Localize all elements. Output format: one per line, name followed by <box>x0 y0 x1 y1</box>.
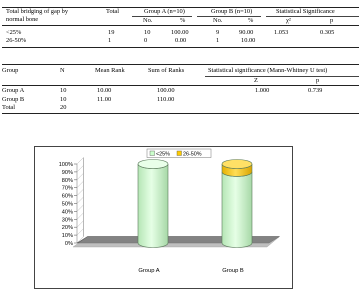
y-tick-label: 30% <box>61 217 73 224</box>
bar-top-cap-group-b <box>222 160 252 169</box>
gridline-side <box>77 173 84 180</box>
gridline-side <box>77 213 84 220</box>
y-tick-label: 70% <box>61 185 73 192</box>
y-tick-label: 0% <box>64 241 73 247</box>
table-1-header-rule <box>2 25 359 26</box>
y-tick-label: 100% <box>58 162 73 168</box>
table-1-bottom-rule <box>2 47 359 48</box>
legend-label: 26-50% <box>183 151 202 158</box>
table-2-header-group: Group <box>2 67 19 74</box>
x-axis-label: Group A <box>138 268 160 274</box>
table-1-stat-rule <box>266 16 359 17</box>
x-axis-labels <box>138 268 244 274</box>
table-2-row-sum-ranks: 110.00 <box>157 96 175 103</box>
table-2-header-mean-rank: Mean Rank <box>95 67 125 74</box>
gridline-side <box>77 221 84 228</box>
table-2-row-mean-rank: 11.00 <box>97 96 112 103</box>
table-2-row-z: 1.000 <box>255 87 270 94</box>
table-1-row-label: 26-50% <box>6 37 27 44</box>
table-1-row-p: 0.305 <box>320 29 335 36</box>
table-2-sub-p: p <box>316 77 320 84</box>
bar-lt25-group-a <box>138 164 168 248</box>
table-2-header-rule <box>2 85 359 86</box>
table-2-header-n: N <box>60 67 65 74</box>
table-1-row-a-no: 10 <box>144 29 151 36</box>
chart-marks <box>138 160 252 248</box>
table-2-row-n: 10 <box>60 87 67 94</box>
y-axis-ticks <box>59 162 77 247</box>
table-1-sub-no-a: No. <box>143 17 153 24</box>
table-1-header-group-a: Group A (n=10) <box>144 8 185 15</box>
y-tick-label: 40% <box>61 209 73 216</box>
table-1-row-b-pct: 10.00 <box>241 37 256 44</box>
table-1-header-total: Total <box>106 8 120 15</box>
table-1-sub-pct-a: % <box>180 17 186 24</box>
chart <box>35 147 292 288</box>
table-2-sub-z: Z <box>254 77 258 84</box>
table-2-row-p: 0.739 <box>308 87 323 94</box>
legend-label: <25% <box>156 151 170 158</box>
table-2-row-group: Group B <box>2 96 25 103</box>
table-1-row-total: 19 <box>108 29 115 36</box>
legend-swatch <box>150 151 155 156</box>
y-tick-label: 90% <box>61 169 73 176</box>
table-2-bottom-rule <box>2 113 359 114</box>
table-1-header-statistical-significance: Statistical Significance <box>276 8 335 15</box>
y-tick-label: 60% <box>61 193 73 200</box>
gridline-side <box>77 158 84 165</box>
chart-grid <box>77 158 84 244</box>
table-1-sub-chi-square: χ² <box>286 17 291 24</box>
x-axis-label: Group B <box>222 268 244 274</box>
table-1-row-total: 1 <box>108 37 112 44</box>
bar-top-cap-group-a <box>138 160 168 169</box>
gridline-side <box>77 165 84 172</box>
table-1-sub-no-b: No. <box>213 17 223 24</box>
gridline-side <box>77 181 84 188</box>
table-1-sub-pct-b: % <box>248 17 254 24</box>
table-1-sub-p: p <box>330 17 334 24</box>
gridline-side <box>77 189 84 196</box>
y-tick-label: 80% <box>61 177 73 184</box>
table-1-row-a-pct: 100.00 <box>171 29 189 36</box>
table-1-header-label-line2: normal bone <box>6 16 39 23</box>
gridline-side <box>77 229 84 236</box>
table-1-row-b-pct: 90.00 <box>239 29 254 36</box>
table-1-row-label: <25% <box>6 29 22 36</box>
table-2-header-statistical-significance: Statistical significance (Mann-Whitney U test) <box>208 67 328 74</box>
table-2-row-group: Group A <box>2 87 25 94</box>
table-2-row-n: 10 <box>60 96 67 103</box>
table-1-row-chi: 1.053 <box>274 29 289 36</box>
table-2-row-mean-rank: 10.00 <box>97 87 112 94</box>
table-1-row-a-pct: 0.00 <box>175 37 187 44</box>
table-2-top-rule <box>2 64 359 65</box>
bar-lt25-group-b <box>222 172 252 248</box>
y-tick-label: 50% <box>61 201 73 208</box>
table-2-stat-rule <box>205 76 359 77</box>
table-1-header-label-line1: Total bridging of gap by <box>6 8 69 15</box>
gridline-side <box>77 197 84 204</box>
legend <box>147 149 211 158</box>
table-1-row-b-no: 1 <box>216 37 220 44</box>
table-1-header-group-b: Group B (n=10) <box>211 8 253 15</box>
table-2-header-sum-of-ranks: Sum of Ranks <box>148 67 185 74</box>
gridline-side <box>77 205 84 212</box>
chart-frame <box>34 146 293 289</box>
y-tick-label: 20% <box>61 225 73 232</box>
legend-swatch <box>177 151 182 156</box>
table-1-row-b-no: 9 <box>216 29 220 36</box>
y-tick-label: 10% <box>61 233 73 240</box>
table-2-row-n: 20 <box>60 104 67 111</box>
table-2-row-sum-ranks: 100.00 <box>157 87 175 94</box>
table-1-row-a-no: 0 <box>144 37 148 44</box>
table-2-row-group: Total <box>2 104 16 111</box>
